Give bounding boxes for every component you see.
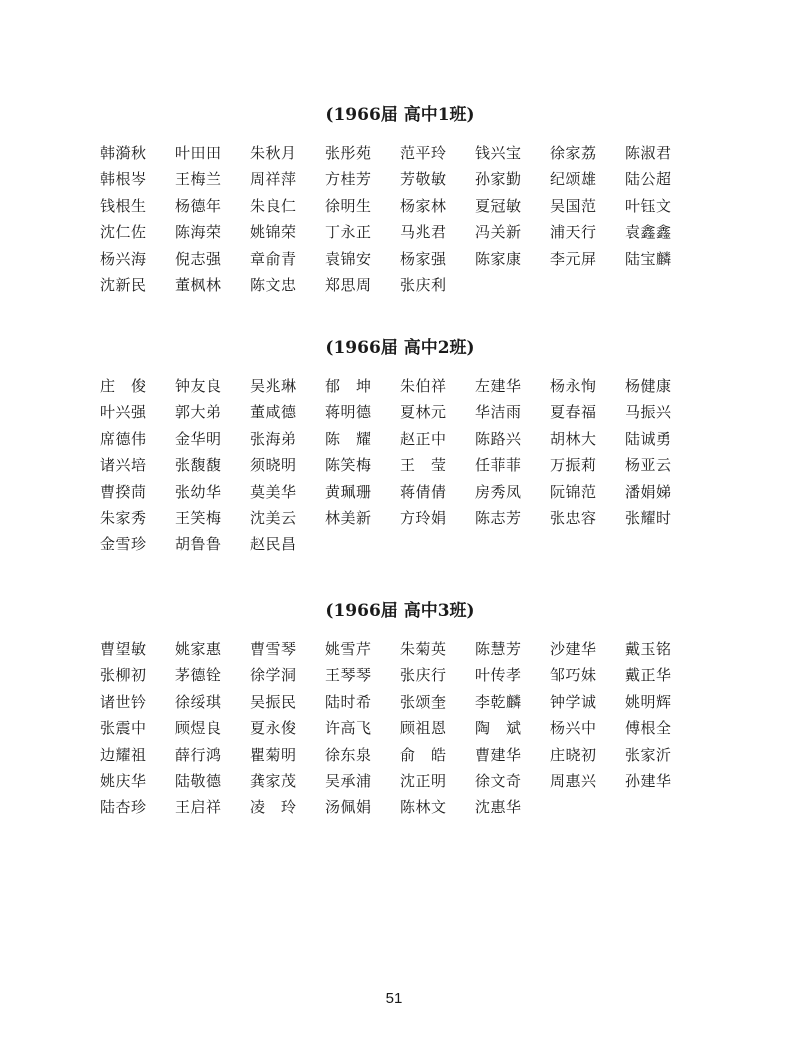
student-name: 陈淑君 [625, 144, 672, 162]
student-name: 周惠兴 [550, 771, 597, 790]
student-name: 瞿菊明 [250, 745, 297, 764]
student-name: 徐家荔 [550, 144, 597, 162]
student-name: 夏林元 [400, 403, 447, 422]
student-name: 戴玉铭 [625, 640, 672, 658]
student-name: 朱菊英 [400, 640, 447, 658]
student-name: 王启祥 [175, 798, 222, 817]
student-name: 曹雪琴 [250, 640, 297, 658]
student-name: 李乾麟 [475, 692, 522, 711]
student-name: 张彤苑 [325, 144, 372, 162]
student-name: 沈美云 [250, 508, 297, 527]
student-name: 钱兴宝 [475, 144, 522, 162]
page-number: 51 [385, 990, 403, 1007]
student-name: 姚雪芹 [325, 640, 372, 658]
student-name: 张幼华 [175, 482, 222, 501]
student-name: 姚家惠 [175, 640, 222, 658]
student-name: 张庆利 [400, 275, 447, 294]
student-name: 陈 耀 [325, 429, 372, 448]
class-section-2 [100, 337, 700, 558]
student-name: 张馥馥 [175, 456, 222, 475]
section-title: (1966届 高中3班) [325, 601, 475, 621]
student-name: 章俞青 [250, 249, 297, 268]
student-name: 朱良仁 [250, 196, 297, 215]
student-name: 莫美华 [250, 482, 297, 501]
student-name: 杨永恂 [550, 377, 597, 395]
student-name: 朱家秀 [100, 508, 147, 527]
student-name: 龚家茂 [250, 771, 297, 790]
student-name: 须晓明 [250, 456, 297, 475]
student-name: 陈林文 [400, 798, 447, 817]
student-name: 张耀时 [625, 508, 672, 527]
student-name: 陶 斌 [475, 719, 522, 738]
student-name: 徐绥琪 [175, 692, 222, 711]
student-name: 杨兴海 [100, 249, 147, 268]
student-name: 倪志强 [175, 249, 222, 268]
student-name: 庄晓初 [550, 745, 597, 764]
name-grid [100, 636, 700, 821]
student-name: 潘娟娣 [625, 482, 672, 501]
student-name: 袁鑫鑫 [625, 223, 672, 242]
student-name: 蒋倩倩 [400, 482, 447, 501]
student-name: 薛行鸿 [175, 745, 222, 764]
student-name: 朱秋月 [250, 144, 297, 162]
student-name: 阮锦范 [550, 482, 597, 501]
student-name: 叶钰文 [625, 196, 672, 215]
student-name: 丁永正 [325, 223, 372, 242]
student-name: 杨亚云 [625, 456, 672, 475]
student-name: 顾煜良 [175, 719, 222, 738]
student-name: 徐学洞 [250, 666, 297, 685]
student-name: 赵民昌 [250, 535, 297, 554]
student-name: 韩根岑 [100, 170, 147, 189]
student-name: 钟友良 [175, 377, 222, 395]
student-name: 杨家强 [400, 249, 447, 268]
student-name: 徐明生 [325, 196, 372, 215]
student-name: 陆杏珍 [100, 798, 147, 817]
student-name: 华洁雨 [475, 403, 522, 422]
student-name: 陈笑梅 [325, 456, 372, 475]
student-name: 任菲菲 [475, 456, 522, 475]
student-name: 钱根生 [100, 196, 147, 215]
class-section-3 [100, 600, 700, 821]
student-name: 邹巧妹 [550, 666, 597, 685]
student-name: 袁锦安 [325, 249, 372, 268]
student-name: 王梅兰 [175, 170, 222, 189]
student-name: 戴正华 [625, 666, 672, 685]
section-title: (1966届 高中2班) [325, 338, 475, 358]
student-name: 胡鲁鲁 [175, 535, 222, 554]
student-name: 汤佩娟 [325, 798, 372, 817]
student-name: 张颂奎 [400, 692, 447, 711]
student-name: 诸世钤 [100, 692, 147, 711]
student-name: 沈惠华 [475, 798, 522, 817]
student-name: 姚庆华 [100, 771, 147, 790]
student-name: 杨兴中 [550, 719, 597, 738]
student-name: 沈新民 [100, 275, 147, 294]
student-name: 边耀祖 [100, 745, 147, 764]
student-name: 吴国范 [550, 196, 597, 215]
student-name: 吴兆琳 [250, 377, 297, 395]
student-name: 李元屏 [550, 249, 597, 268]
student-name: 王笑梅 [175, 508, 222, 527]
student-name: 陈文忠 [250, 275, 297, 294]
student-name: 杨健康 [625, 377, 672, 395]
student-name: 房秀凤 [475, 482, 522, 501]
student-name: 黄珮珊 [325, 482, 372, 501]
student-name: 张家沂 [625, 745, 672, 764]
student-name: 诸兴培 [100, 456, 147, 475]
student-name: 孙建华 [625, 771, 672, 790]
student-name: 郁 坤 [325, 377, 372, 395]
student-name: 席德伟 [100, 429, 147, 448]
student-name: 方桂芳 [325, 170, 372, 189]
student-name: 王 莹 [400, 456, 447, 475]
student-name: 张忠容 [550, 508, 597, 527]
class-section-1 [100, 104, 700, 298]
student-name: 夏永俊 [250, 719, 297, 738]
student-name: 沈仁佐 [100, 223, 147, 242]
student-name: 马振兴 [625, 403, 672, 422]
student-name: 董咸德 [250, 403, 297, 422]
student-name: 徐东泉 [325, 745, 372, 764]
student-name: 林美新 [325, 508, 372, 527]
student-name: 曹揆茼 [100, 482, 147, 501]
student-name: 姚锦荣 [250, 223, 297, 242]
student-name: 胡林大 [550, 429, 597, 448]
student-name: 许高飞 [325, 719, 372, 738]
student-name: 凌 玲 [250, 798, 297, 817]
student-name: 方玲娟 [400, 508, 447, 527]
student-name: 茅德铨 [175, 666, 222, 685]
student-name: 陈慧芳 [475, 640, 522, 658]
student-name: 张震中 [100, 719, 147, 738]
student-name: 叶兴强 [100, 403, 147, 422]
student-name: 王琴琴 [325, 666, 372, 685]
student-name: 万振莉 [550, 456, 597, 475]
student-name: 叶传孝 [475, 666, 522, 685]
section-title: (1966届 高中1班) [325, 105, 475, 125]
student-name: 赵正中 [400, 429, 447, 448]
student-name: 傅根全 [625, 719, 672, 738]
student-name: 冯关新 [475, 223, 522, 242]
student-name: 沙建华 [550, 640, 597, 658]
student-name: 叶田田 [175, 144, 222, 162]
name-grid [100, 140, 700, 298]
student-name: 曹望敏 [100, 640, 147, 658]
student-name: 范平玲 [400, 144, 447, 162]
student-name: 金华明 [175, 429, 222, 448]
student-name: 孙家勤 [475, 170, 522, 189]
student-name: 钟学诚 [550, 692, 597, 711]
student-name: 陆敬德 [175, 771, 222, 790]
student-name: 陆时希 [325, 692, 372, 711]
student-name: 杨德年 [175, 196, 222, 215]
student-name: 陆诚勇 [625, 429, 672, 448]
student-name: 陆公超 [625, 170, 672, 189]
student-name: 顾祖恩 [400, 719, 447, 738]
student-name: 马兆君 [400, 223, 447, 242]
student-name: 郭大弟 [175, 403, 222, 422]
student-name: 金雪珍 [100, 535, 147, 554]
student-name: 张海弟 [250, 429, 297, 448]
student-name: 陈志芳 [475, 508, 522, 527]
student-name: 陈家康 [475, 249, 522, 268]
student-name: 曹建华 [475, 745, 522, 764]
student-name: 沈正明 [400, 771, 447, 790]
student-name: 郑思周 [325, 275, 372, 294]
student-name: 蒋明德 [325, 403, 372, 422]
student-name: 董枫林 [175, 275, 222, 294]
student-name: 韩漪秋 [100, 144, 147, 162]
student-name: 吴振民 [250, 692, 297, 711]
student-name: 吴承浦 [325, 771, 372, 790]
student-name: 浦天行 [550, 223, 597, 242]
student-name: 左建华 [475, 377, 522, 395]
student-name: 陈路兴 [475, 429, 522, 448]
student-name: 芳敬敏 [400, 170, 447, 189]
student-name: 纪颂雄 [550, 170, 597, 189]
student-name: 陈海荣 [175, 223, 222, 242]
student-name: 张庆行 [400, 666, 447, 685]
student-name: 姚明辉 [625, 692, 672, 711]
student-name: 庄 俊 [100, 377, 147, 395]
student-name: 夏春福 [550, 403, 597, 422]
student-name: 朱伯祥 [400, 377, 447, 395]
student-name: 夏冠敏 [475, 196, 522, 215]
student-name: 徐文奇 [475, 771, 522, 790]
student-name: 陆宝麟 [625, 249, 672, 268]
name-grid [100, 373, 700, 558]
student-name: 杨家林 [400, 196, 447, 215]
student-name: 俞 皓 [400, 745, 447, 764]
student-name: 张柳初 [100, 666, 147, 685]
student-name: 周祥萍 [250, 170, 297, 189]
